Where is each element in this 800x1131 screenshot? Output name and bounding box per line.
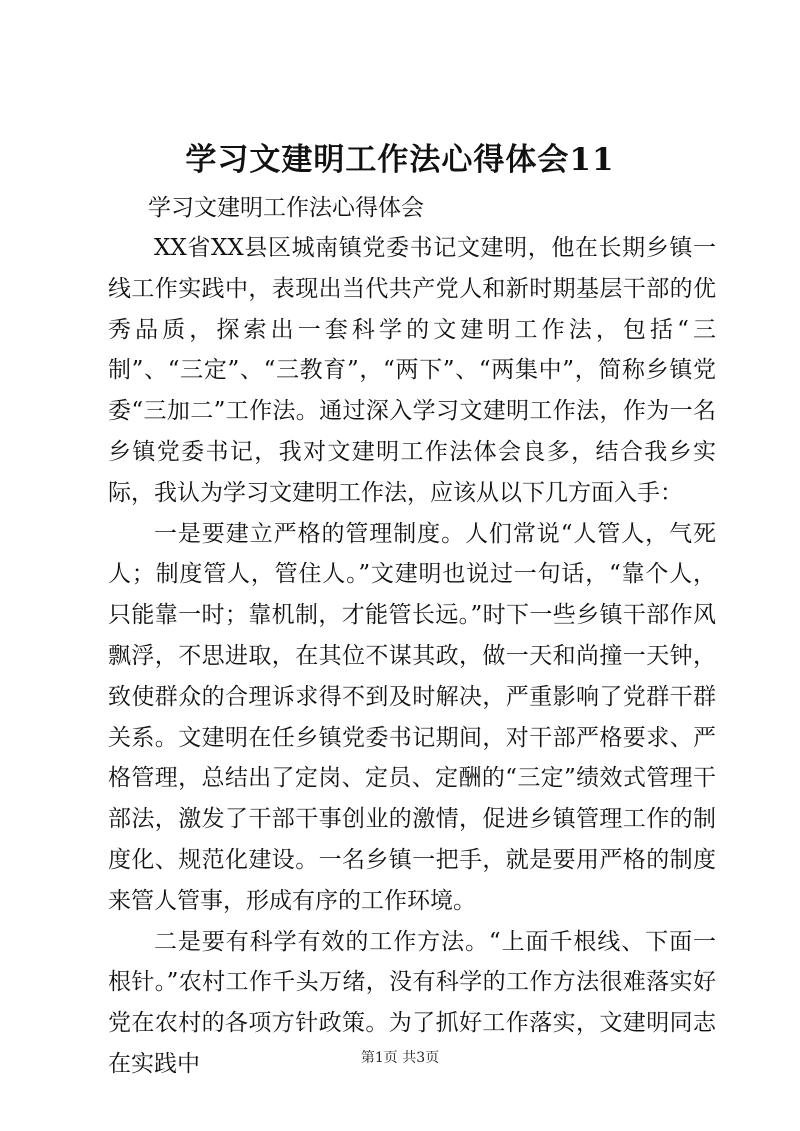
document-subtitle: 学习文建明工作法心得体会	[148, 195, 424, 221]
page-number-footer: 第1页 共3页	[360, 1050, 440, 1066]
document-body	[108, 228, 716, 1085]
paragraph-work-method: 二是要有科学有效的工作方法。“上面千根线、下面一根针。”农村工作千头万绪，没有科学的工作方法很难落实好党在农村的各项方针政策。为了抓好工作落实，文建明同志在实践中	[108, 928, 716, 1077]
paragraph-intro: XX省XX县区城南镇党委书记文建明，他在长期乡镇一线工作实践中，表现出当代共产党人和新时期基层干部的优秀品质，探索出一套科学的文建明工作法，包括“三制”、“三定”、“三教育”，“两下”、“两集中”，简称乡镇党委“三加二”工作法。通过深入学习文建明工作法，作为一名乡镇党委书记，我对文建明工作法体会良多，结合我乡实际，我认为学习文建明工作法，应该从以下几方面入手：	[108, 235, 716, 506]
document-title: 学习文建明工作法心得体会11	[185, 142, 615, 178]
paragraph-management-system: 一是要建立严格的管理制度。人们常说“人管人，气死人；制度管人，管住人。”文建明也说过一句话，“靠个人，只能靠一时；靠机制，才能管长远。”时下一些乡镇干部作风飘浮，不思进取，在其位不谋其政，做一天和尚撞一天钟，致使群众的合理诉求得不到及时解决，严重影响了党群干群关系。文建明在任乡镇党委书记期间，对干部严格要求、严格管理，总结出了定岗、定员、定酬的“三定”绩效式管理干部法，激发了干部干事创业的激情，促进乡镇管理工作的制度化、规范化建设。一名乡镇一把手，就是要用严格的制度来管人管事，形成有序的工作环境。	[108, 520, 716, 914]
